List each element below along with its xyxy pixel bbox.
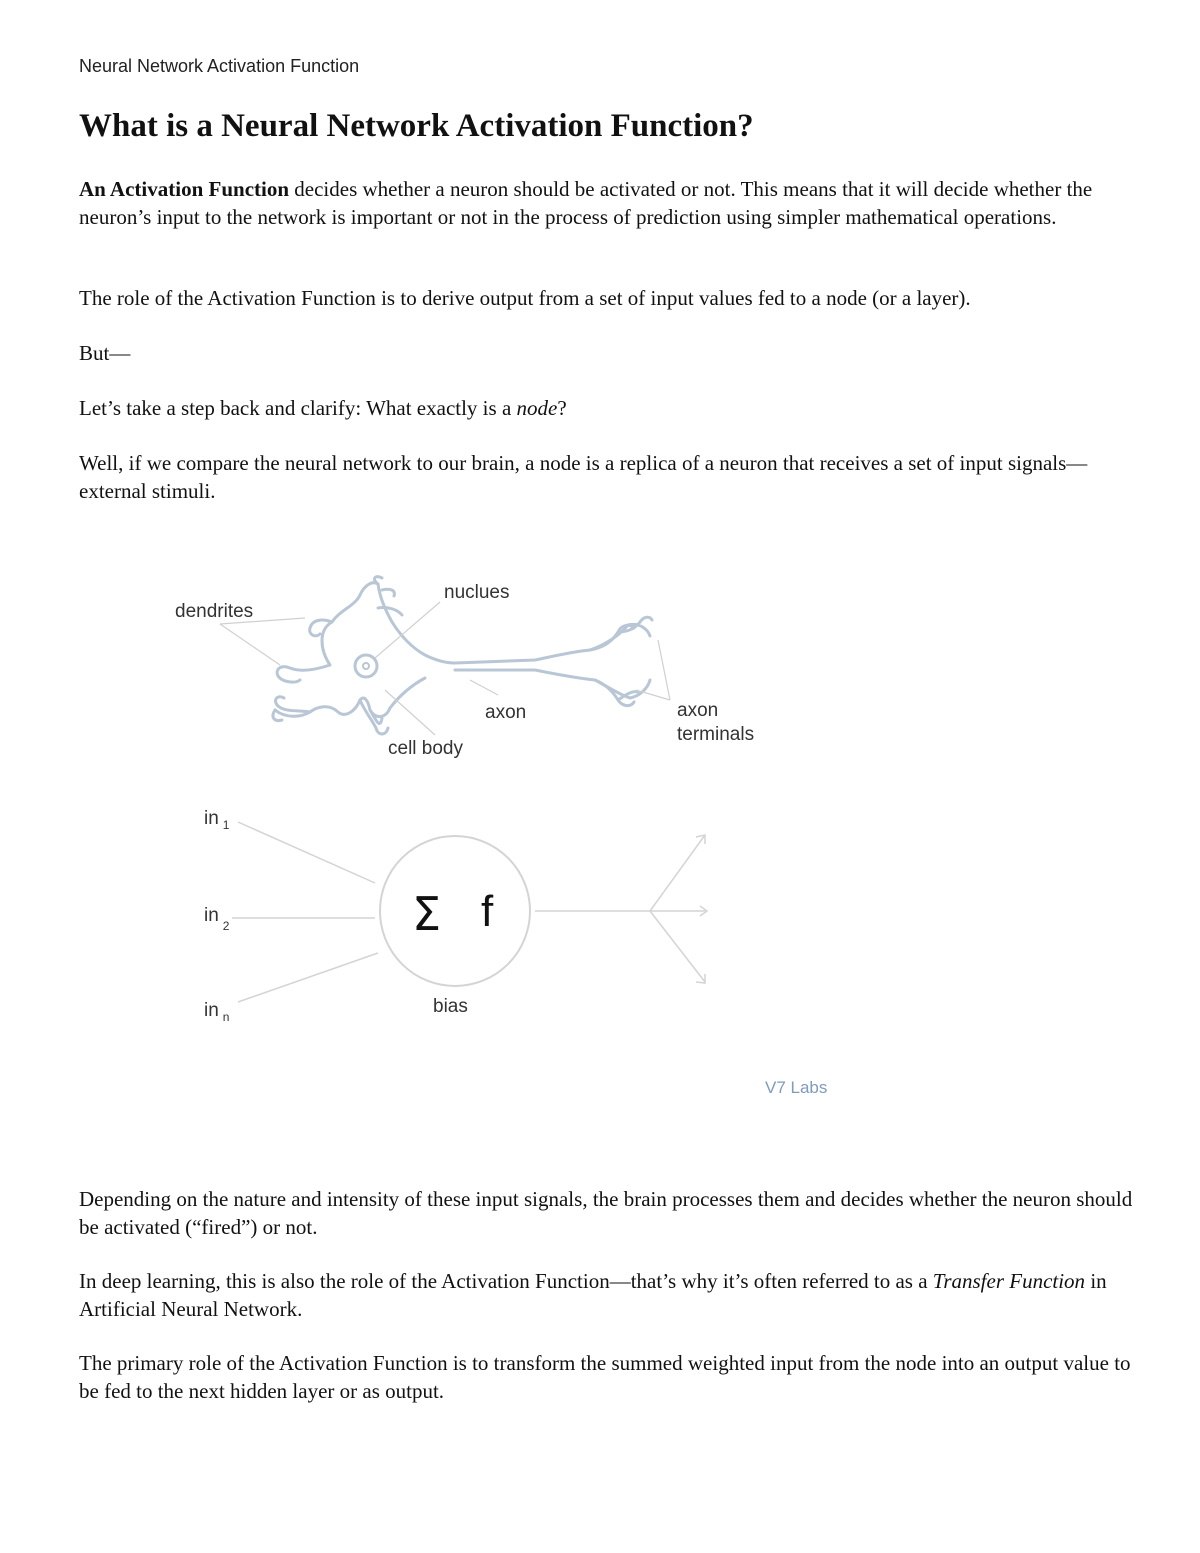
input-label-n [204,1000,229,1024]
cell-body-leader [385,690,435,735]
intro-bold-lead: An Activation Function [79,177,290,201]
cell-body-label: cell body [388,738,463,759]
input-label-1-subscript: 1 [222,818,230,832]
intro-paragraph [79,176,1139,231]
dendrites-leader-2 [220,624,280,665]
output-branch-up [650,835,705,911]
but-paragraph: But— [79,341,131,365]
input-label-n-subscript: n [222,1010,230,1024]
axon-leader [470,680,498,695]
node-circle [380,836,530,986]
deep-text-before: In deep learning, this is also the role of the Activation Function—that’s why it’s often referred to as a [79,1269,933,1293]
role-paragraph: The role of the Activation Function is to derive output from a set of input values fed to a node (or a layer). [79,286,971,310]
deep-learning-paragraph [79,1268,1139,1323]
compare-paragraph: Well, if we compare the neural network to our brain, a node is a replica of a neuron that receives a set of input signals—external stimuli. [79,451,1088,503]
terminals-leader-1 [658,640,670,700]
dendrites-label: dendrites [175,601,254,622]
neuron-node-diagram [150,560,870,1120]
nucleolus-shape [363,663,369,669]
axon-label: axon [485,702,527,723]
intro-text: decides whether a neuron should be activated or not. This means that it will decide whether the neuron’s input to the network is important or not in the process of prediction using simpler mathematical operations. [79,177,1093,229]
step-text-after: ? [557,396,567,420]
page-title: What is a Neural Network Activation Function? [79,108,754,144]
output-lines [535,835,707,983]
axon-terminals-label-line1: axon [677,700,719,721]
node-italic: node [516,396,558,420]
output-branch-down [650,911,705,982]
bias-label: bias [433,996,468,1017]
credit-label: V7 Labs [765,1078,828,1097]
nucleus-shape [355,655,377,677]
deep-text-after: in Artificial Neural Network. [79,1269,1107,1321]
input-label-2 [204,905,230,933]
running-header: Neural Network Activation Function [79,56,360,76]
input-lines [232,822,378,1002]
input-label-2-in: in [204,905,219,926]
primary-role-paragraph: The primary role of the Activation Function is to transform the summed weighted input from the node into an output value to be fed to the next hidden layer or as output. [79,1351,1131,1403]
input-label-1-in: in [204,808,219,829]
terminals-leader-2 [636,690,670,700]
input-line-1 [238,822,375,883]
nucleus-label: nuclues [444,582,510,603]
input-label-1 [204,808,230,832]
f-symbol: f [481,887,494,936]
transfer-function-italic: Transfer Function [932,1269,1086,1293]
input-label-n-in: in [204,1000,219,1021]
input-label-2-subscript: 2 [222,919,230,933]
axon-terminals-label-line2: terminals [677,724,755,745]
sigma-symbol: Σ [412,887,442,941]
step-text-before: Let’s take a step back and clarify: What exactly is a [79,396,517,420]
input-line-n [238,953,378,1002]
artificial-node [204,808,707,1024]
step-back-paragraph [79,395,1139,423]
depending-paragraph: Depending on the nature and intensity of these input signals, the brain processes them and decides whether the neuron should be activated (“fired”) or not. [79,1187,1133,1239]
